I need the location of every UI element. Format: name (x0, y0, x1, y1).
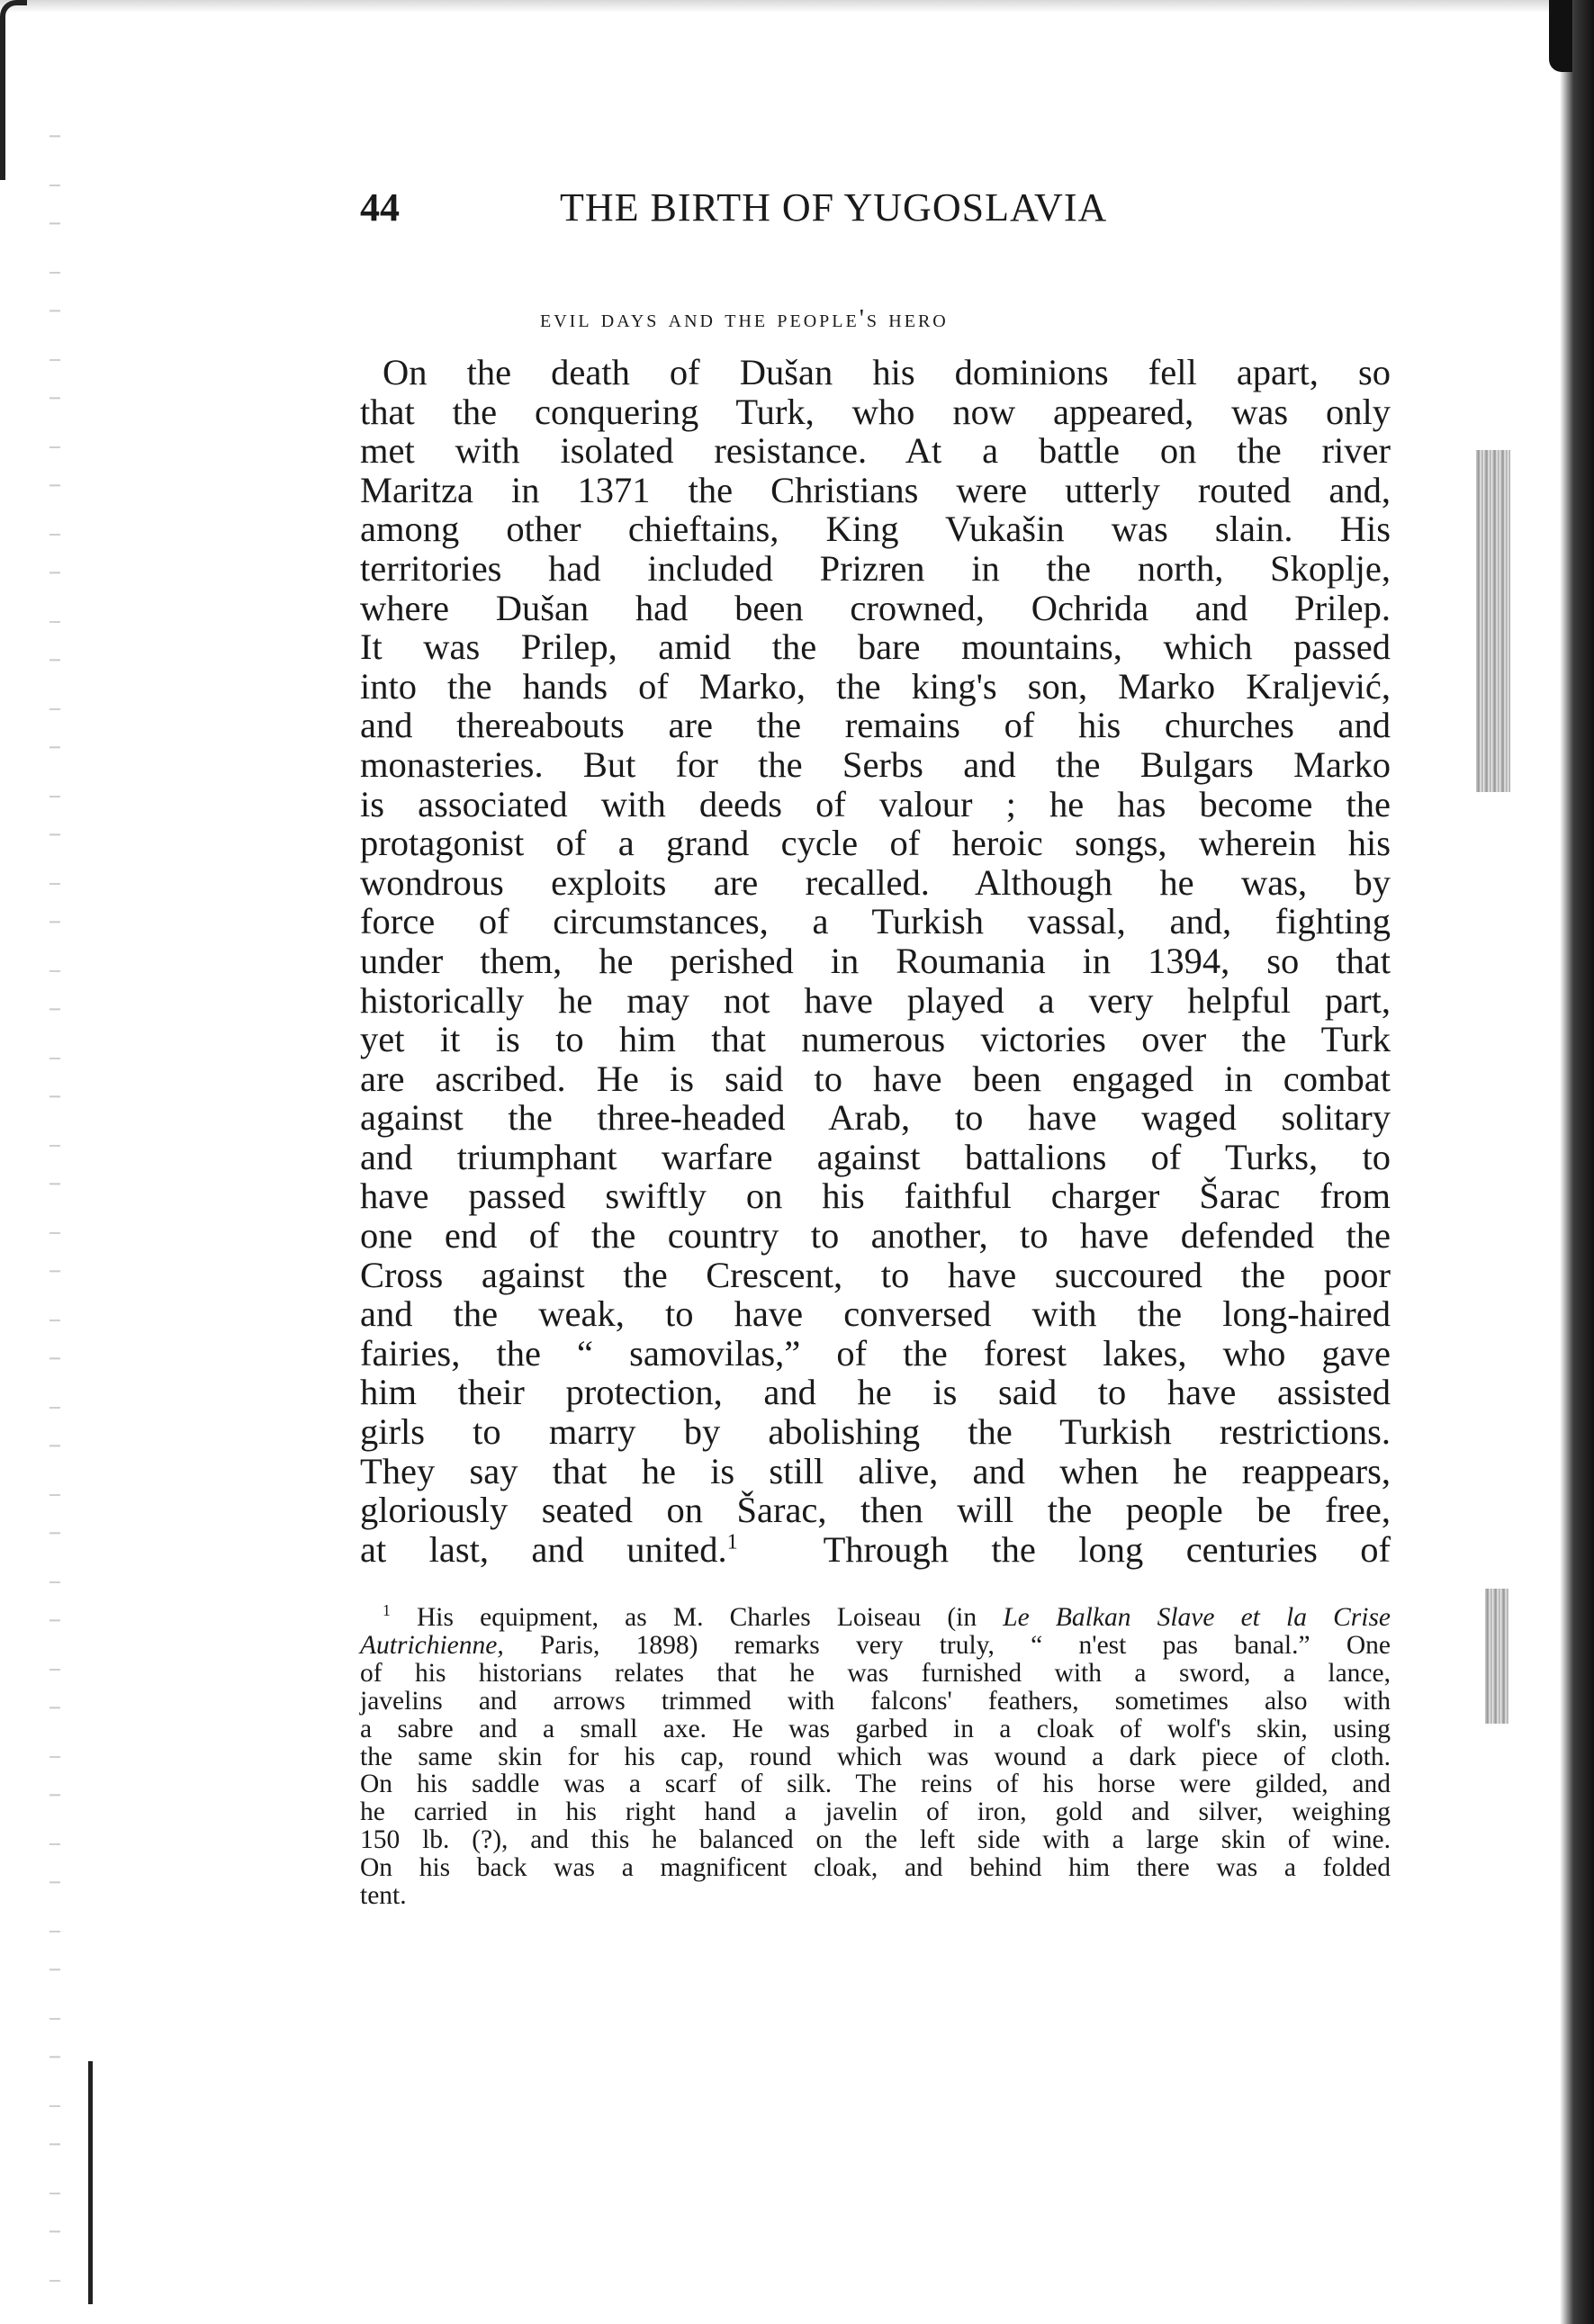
footnote-line: the same skin for his cap, round which was wound a dark piece of cloth. (360, 1742, 1391, 1771)
body-paragraph (360, 353, 1391, 1569)
body-line: and the weak, to have conversed with the long-haired (360, 1293, 1391, 1335)
body-line: wondrous exploits are recalled. Although he was, by (360, 861, 1391, 903)
footnote-line: On his saddle was a scarf of silk. The reins of his horse were gilded, and (360, 1770, 1391, 1799)
body-line: among other chieftains, King Vukašin was slain. His (360, 509, 1391, 550)
scan-left-speckle (50, 99, 60, 2295)
scan-show-through (1476, 450, 1510, 792)
body-line-end: Through the long centuries of (823, 1528, 1391, 1570)
body-line: and triumphant warfare against battalions of Turks, to (360, 1136, 1391, 1177)
body-line: met with isolated resistance. At a battle on the river (360, 430, 1391, 472)
section-heading: evil days and the people's hero (540, 304, 949, 333)
footnote-line: he carried in his right hand a javelin of iron, gold and silver, weighing (360, 1797, 1391, 1827)
scan-binding-corner (1549, 0, 1572, 72)
body-line: Maritza in 1371 the Christians were utterly routed and, (360, 469, 1391, 510)
body-line: into the hands of Marko, the king's son, Marko Kraljević, (360, 665, 1391, 707)
body-line: under them, he perished in Roumania in 1394, so that (360, 940, 1391, 981)
body-line: that the conquering Turk, who now appeared, was only (360, 391, 1391, 432)
body-line: him their protection, and he is said to have assisted (360, 1372, 1391, 1413)
body-line: one end of the country to another, to have defended the (360, 1215, 1391, 1257)
body-line: girls to marry by abolishing the Turkish restrictions. (360, 1411, 1391, 1453)
footnote-line: of his historians relates that he was furnished with a sword, a lance, (360, 1658, 1391, 1688)
page-number: 44 (360, 185, 400, 230)
footnote-line: 150 lb. (?), and this he balanced on the left side with a large skin of wine. (360, 1825, 1391, 1855)
footnote-reference[interactable]: 1 (726, 1529, 738, 1554)
body-line: protagonist of a grand cycle of heroic songs, wherein his (360, 823, 1391, 864)
body-line: where Dušan had been crowned, Ochrida and Prilep. (360, 587, 1391, 628)
body-line: They say that he is still alive, and when he reappears, (360, 1450, 1391, 1491)
scan-show-through (1485, 1589, 1508, 1724)
body-line: is associated with deeds of valour ; he has become the (360, 783, 1391, 824)
footnote-title-italic: Le Balkan Slave et la Crise (1003, 1603, 1391, 1632)
body-line: monasteries. But for the Serbs and the Bulgars Marko (360, 743, 1391, 785)
scan-corner-mark (0, 0, 27, 180)
footnote (360, 1601, 1391, 1911)
footnote-line: tent. (360, 1881, 407, 1911)
body-line: yet it is to him that numerous victories over the Turk (360, 1019, 1391, 1060)
body-line: and thereabouts are the remains of his churches and (360, 705, 1391, 746)
body-line: historically he may not have played a very helpful part, (360, 979, 1391, 1021)
footnote-line: a sabre and a small axe. He was garbed in a cloak of wolf's skin, using (360, 1714, 1391, 1743)
footnote-line: On his back was a magnificent cloak, and behind him there was a folded (360, 1853, 1391, 1883)
body-line: It was Prilep, amid the bare mountains, which passed (360, 626, 1391, 668)
body-line-start: at last, and united. (360, 1528, 727, 1570)
body-line: force of circumstances, a Turkish vassal, and, fighting (360, 901, 1391, 942)
body-line (360, 1530, 1391, 1570)
body-line: gloriously seated on Šarac, then will the people be free, (360, 1490, 1391, 1531)
footnote-line: javelins and arrows trimmed with falcons' feathers, sometimes also with (360, 1686, 1391, 1716)
footnote-line: $^1$ His equipment, as M. Charles Loiseau (in Le Balkan Slave et la Crise (383, 1601, 1391, 1632)
scan-binding-edge (1560, 0, 1594, 2324)
footnote-line: Autrichienne, Paris, 1898) remarks very truly, “ n'est pas banal.” One (360, 1630, 1391, 1660)
body-line: territories had included Prizren in the north, Skoplje, (360, 547, 1391, 589)
body-line: fairies, the “ samovilas,” of the forest lakes, who gave (360, 1332, 1391, 1374)
body-line: against the three-headed Arab, to have waged solitary (360, 1097, 1391, 1139)
body-line: Cross against the Crescent, to have succoured the poor (360, 1254, 1391, 1295)
scan-left-mark (88, 2061, 93, 2304)
body-line: On the death of Dušan his dominions fell apart, so (383, 352, 1391, 392)
body-line: are ascribed. He is said to have been engaged in combat (360, 1058, 1391, 1099)
body-line: have passed swiftly on his faithful charger Šarac from (360, 1176, 1391, 1217)
scan-top-edge (0, 0, 1594, 13)
footnote-marker: 1 (383, 1601, 391, 1620)
footnote-title-italic: Autrichienne, (360, 1630, 504, 1660)
running-title: THE BIRTH OF YUGOSLAVIA (560, 185, 1108, 230)
